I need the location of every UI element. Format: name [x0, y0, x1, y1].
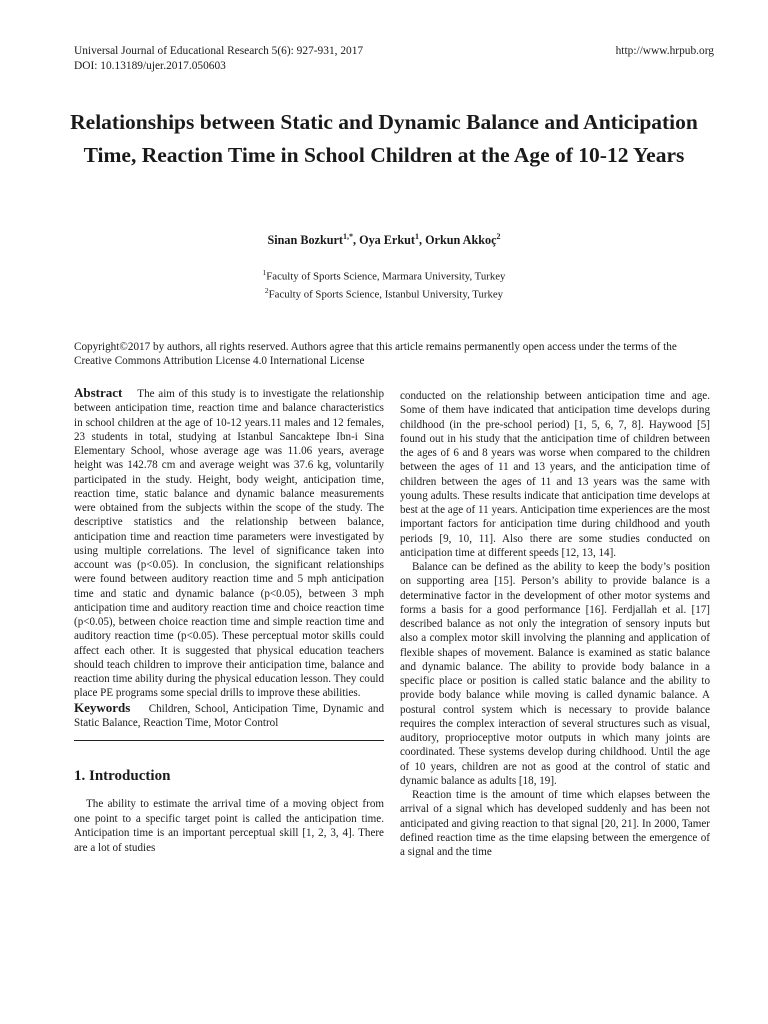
- abstract: [74, 386, 384, 701]
- right-column: [400, 389, 710, 859]
- affiliation: [0, 266, 768, 284]
- affiliations: [0, 266, 768, 301]
- left-column: [74, 386, 384, 856]
- doi: DOI: 10.13189/ujer.2017.050603: [74, 60, 226, 72]
- paper-title: Relationships between Static and Dynamic Balance and Anticipation Time, Reaction Time in School Children at the Age of 10-12 Years: [70, 110, 698, 167]
- body-paragraph: Reaction time is the amount of time which elapses between the arrival of a signal which has developed suddenly and has been not anticipated and giving reaction to that signal [20, 21]. In 2000, Tamer defined reaction time as the time elapsing between the emergence of a signal and the time: [400, 789, 710, 858]
- keywords: [74, 701, 384, 731]
- author-name: Orkun Akkoç: [425, 233, 497, 248]
- affiliation-text: Faculty of Sports Science, Istanbul University, Turkey: [268, 288, 504, 301]
- abstract-text: The aim of this study is to investigate the relationship between anticipation time, reaction time and balance characteristics in school children at the age of 10-12 years.11 males and 12 females, 23 students in total, studying at Istanbul Sancaktepe Ibn-i Sina Elementary School, whose average age was 11.06 years, average height was 142.78 cm and average weight was 37.6 kg, voluntarily participated in the study. Height, body weight, anticipation time, reaction time, static balance and dynamic balance measurements were obtained from the subjects within the scope of the study. The descriptive statistics and the relationship between balance, anticipation time and reaction time parameters were investigated by using multiple correlations. The level of significance taken into account was (p<0.05). In conclusion, the significant relationships were found between auditory reaction time and 5 mph anticipation time and static and dynamic balance (p<0.05), between 3 mph anticipation time and auditory reaction time and choice reaction time (p<0.05), between choice reaction time and simple reaction time and auditory reaction time (p<0.05). These perceptual motor skills could affect each other. It is suggested that physical education teachers should teach children to improve their anticipation time, balance and reaction time ability during the physical education lesson. They could place PE programs some special drills to improve these abilities.: [74, 388, 385, 700]
- keywords-text: Children, School, Anticipation Time, Dynamic and Static Balance, Reaction Time, Motor Control: [74, 702, 384, 729]
- abstract-heading: Abstract: [74, 385, 123, 400]
- journal-url[interactable]: http://www.hrpub.org: [615, 45, 714, 57]
- intro-paragraph: The ability to estimate the arrival time of a moving object from one point to a specific target point is called the anticipation time. Anticipation time is an important perceptual skill [1, 2, 3, 4]. There are a lot of studies: [74, 798, 384, 855]
- author-name: Oya Erkut: [359, 233, 415, 248]
- keywords-heading: Keywords: [74, 699, 131, 715]
- keywords-divider: [74, 740, 384, 741]
- copyright-notice: Copyright©2017 by authors, all rights reserved. Authors agree that this article remains permanently open access under the terms of the Creative Commons Attribution License 4.0 International License: [74, 341, 677, 367]
- author-name: Sinan Bozkurt: [267, 233, 343, 248]
- body-paragraph: conducted on the relationship between anticipation time and age. Some of them have indicated that anticipation time develops during childhood (in the pre-school period) [1, 5, 6, 7, 8]. Haywood [5] found out in his study that the anticipation time of children between the ages of 6 and 8 years was worse when compared to the children between the ages of 11 and 13 years, and the anticipation time of children between the ages of 11 and 13 years was the same with young adults. These results indicate that anticipation time develops at best at the age of 11 years. Anticipation time experiences are the most important factors for anticipation time during childhood and youth periods [9, 10, 11]. Also there are some studies conducted on anticipation time at different speeds [12, 13, 14].: [400, 390, 710, 559]
- author-list: Sinan Bozkurt$^{1,*}$, Oya Erkut$^1$, Orkun Akkoç$^2$: [267, 232, 501, 248]
- section-heading: 1. Introduction: [74, 768, 171, 784]
- running-header: [74, 44, 714, 74]
- affiliation-marker: 2: [264, 285, 269, 295]
- affiliation: [0, 284, 768, 302]
- affiliation-marker: 1: [262, 268, 267, 277]
- body-paragraph: Balance can be defined as the ability to keep the body’s position on supporting area [15]. Person’s ability to provide balance is a determinative factor in the development of other motor systems and forms a basis for a good performance [16]. Ferdjallah et al. [17] described balance as not only the integration of sensory inputs but also a complex motor skill involving the planning and application of flexible shapes of movement. Balance is examined as static balance and dynamic balance. The ability to provide body balance in a specific place or position is called static balance and the ability to provide body balance while moving is called dynamic balance. A postural control system which is necessary to provide balance requires the complex interaction of several structures such as visual, auditory, proprioceptive motor outputs in which many joints are coordinated. These systems develop during childhood. Until the age of 10 years, children are not as good at the control of static and dynamic balance as adults [18, 19].: [400, 561, 710, 787]
- author-affil-marker: 1: [414, 232, 419, 241]
- journal-citation: Universal Journal of Educational Research 5(6): 927-931, 2017: [74, 45, 364, 57]
- author-affil-marker: 1,*: [343, 232, 353, 241]
- author-affil-marker: 2: [496, 232, 501, 241]
- affiliation-text: Faculty of Sports Science, Marmara University, Turkey: [266, 270, 506, 283]
